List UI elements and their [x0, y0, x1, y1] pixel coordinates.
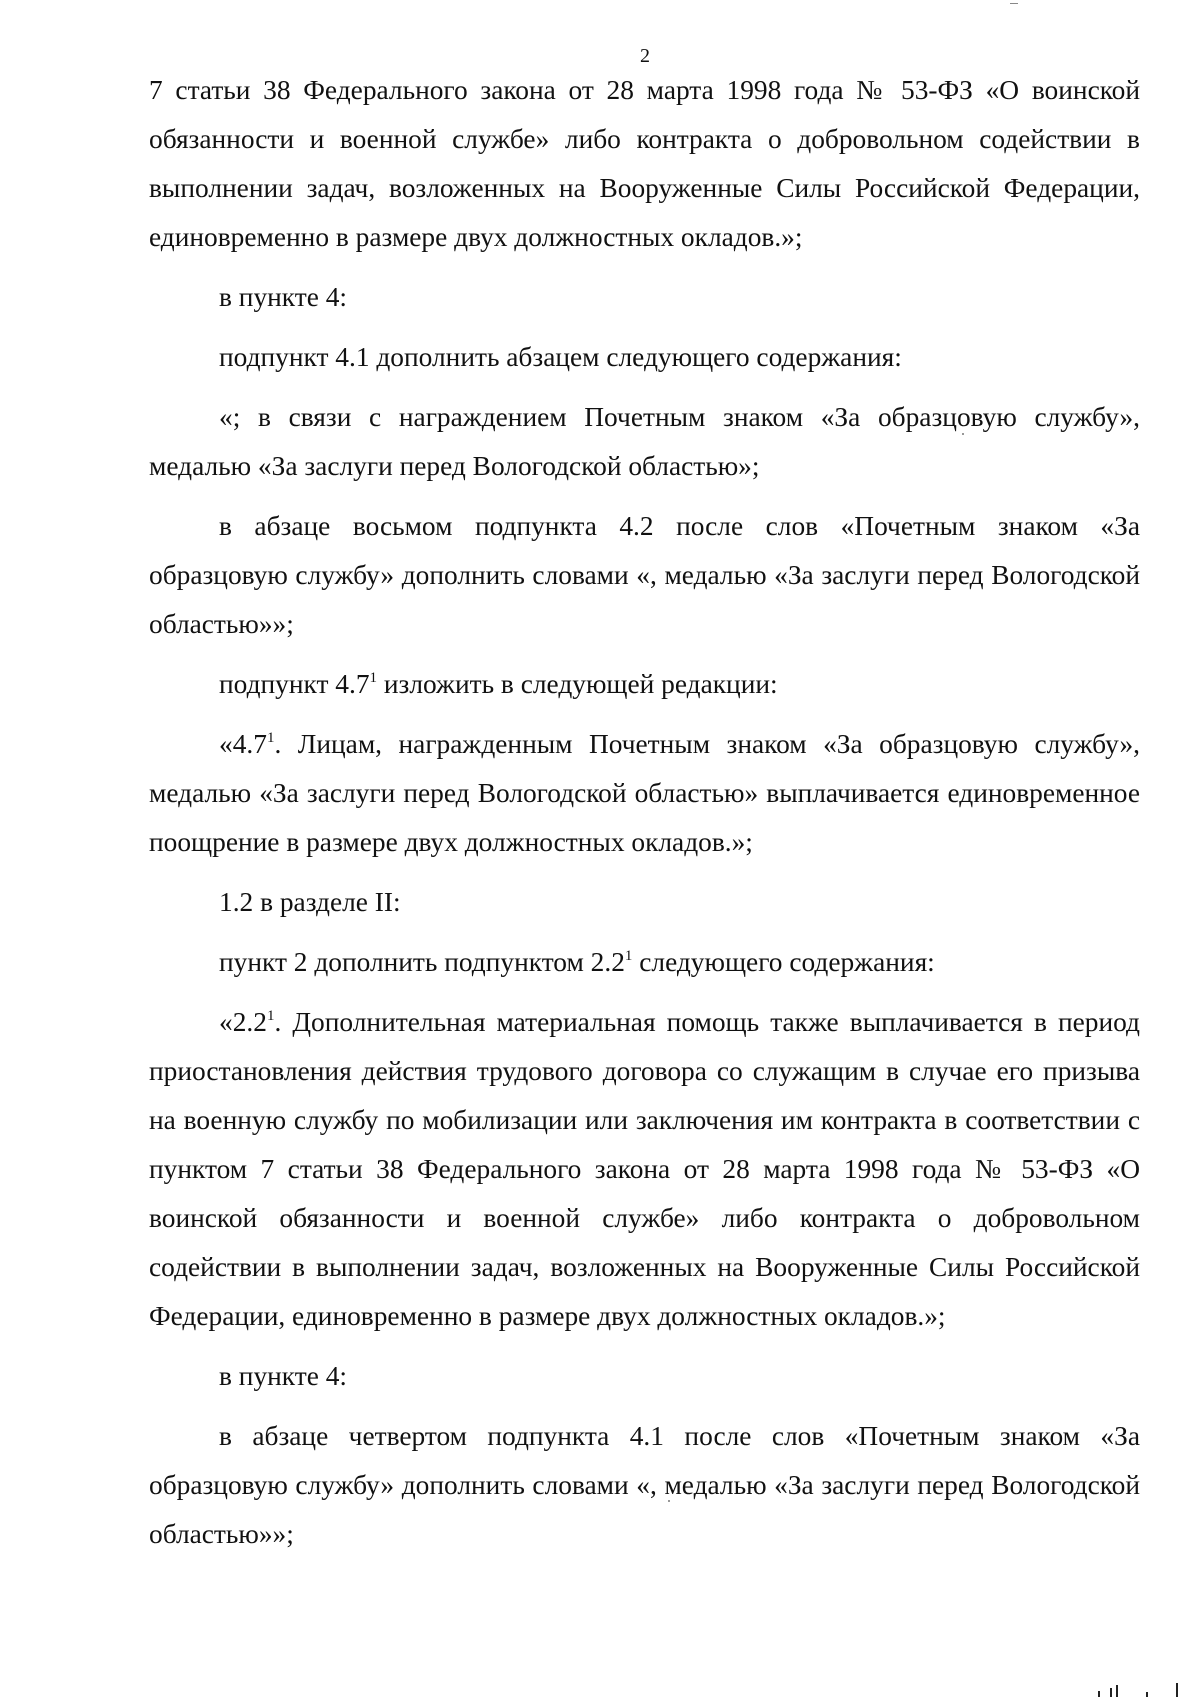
paragraph-text-after: изложить в следующей редакции:	[377, 669, 778, 699]
paragraph-text: «; в связи с награждением Почетным знаком «За образцовую службу», медалью «За заслуги перед Вологодской областью»;	[149, 402, 1140, 481]
superscript-index: 1	[624, 948, 633, 964]
scan-speck	[668, 1500, 670, 1502]
scan-speck	[962, 433, 964, 435]
paragraph-text: в абзаце восьмом подпункта 4.2 после слов «Почетным знаком «За образцовую службу» дополнить словами «, медалью «За заслуги перед Вологодской областью»»;	[149, 511, 1140, 639]
paragraph-text-after: следующего содержания:	[632, 947, 935, 977]
scan-mark-top	[1010, 0, 1018, 4]
superscript-index: 1	[369, 670, 378, 686]
document-body	[149, 66, 1140, 1559]
paragraph-1	[149, 66, 1140, 262]
superscript-index: 1	[266, 1008, 275, 1024]
paragraph-8	[149, 878, 1140, 927]
paragraph-11	[149, 1352, 1140, 1401]
paragraph-text: в абзаце четвертом подпункта 4.1 после слов «Почетным знаком «За образцовую службу» дополнить словами «, медалью «За заслуги перед Вологодской областью»»;	[149, 1421, 1140, 1549]
paragraph-6	[149, 660, 1140, 709]
paragraph-5	[149, 502, 1140, 649]
paragraph-2	[149, 273, 1140, 322]
paragraph-text: 7 статьи 38 Федерального закона от 28 марта 1998 года № 53-ФЗ «О воинской обязанности и военной службе» либо контракта о добровольном содействии в выполнении задач, возложенных на Вооруженные Силы Российской Федерации, единовременно в размере двух должностных окладов.»;	[149, 75, 1140, 252]
paragraph-9	[149, 938, 1140, 987]
paragraph-text: подпункт 4.1 дополнить абзацем следующего содержания:	[219, 342, 902, 372]
paragraph-text-after: . Дополнительная материальная помощь также выплачивается в период приостановления действия трудового договора со служащим в случае его призыва на военную службу по мобилизации или заключения им контракта в соответствии с пунктом 7 статьи 38 Федерального закона от 28 марта 1998 года № 53-ФЗ «О воинской обязанности и военной службе» либо контракта о добровольном содействии в выполнении задач, возложенных на Вооруженные Силы Российской Федерации, единовременно в размере двух должностных окладов.»;	[149, 1007, 1140, 1331]
paragraph-10	[149, 998, 1140, 1341]
paragraph-4	[149, 393, 1140, 491]
paragraph-text: в пункте 4:	[219, 282, 348, 312]
paragraph-12	[149, 1412, 1140, 1559]
superscript-index: 1	[266, 730, 275, 746]
paragraph-text-before: «2.2	[219, 1007, 267, 1037]
paragraph-text-before: «4.7	[219, 729, 267, 759]
scan-mark-bottom	[1080, 1682, 1190, 1697]
paragraph-text-before: пункт 2 дополнить подпунктом 2.2	[219, 947, 625, 977]
paragraph-text-before: подпункт 4.7	[219, 669, 370, 699]
paragraph-text: 1.2 в разделе II:	[219, 887, 401, 917]
paragraph-7	[149, 720, 1140, 867]
paragraph-3	[149, 333, 1140, 382]
paragraph-text: в пункте 4:	[219, 1361, 348, 1391]
page-number: 2	[640, 45, 650, 67]
paragraph-text-after: . Лицам, награжденным Почетным знаком «За образцовую службу», медалью «За заслуги перед Вологодской областью» выплачивается единовременное поощрение в размере двух должностных окладов.»;	[149, 729, 1140, 857]
